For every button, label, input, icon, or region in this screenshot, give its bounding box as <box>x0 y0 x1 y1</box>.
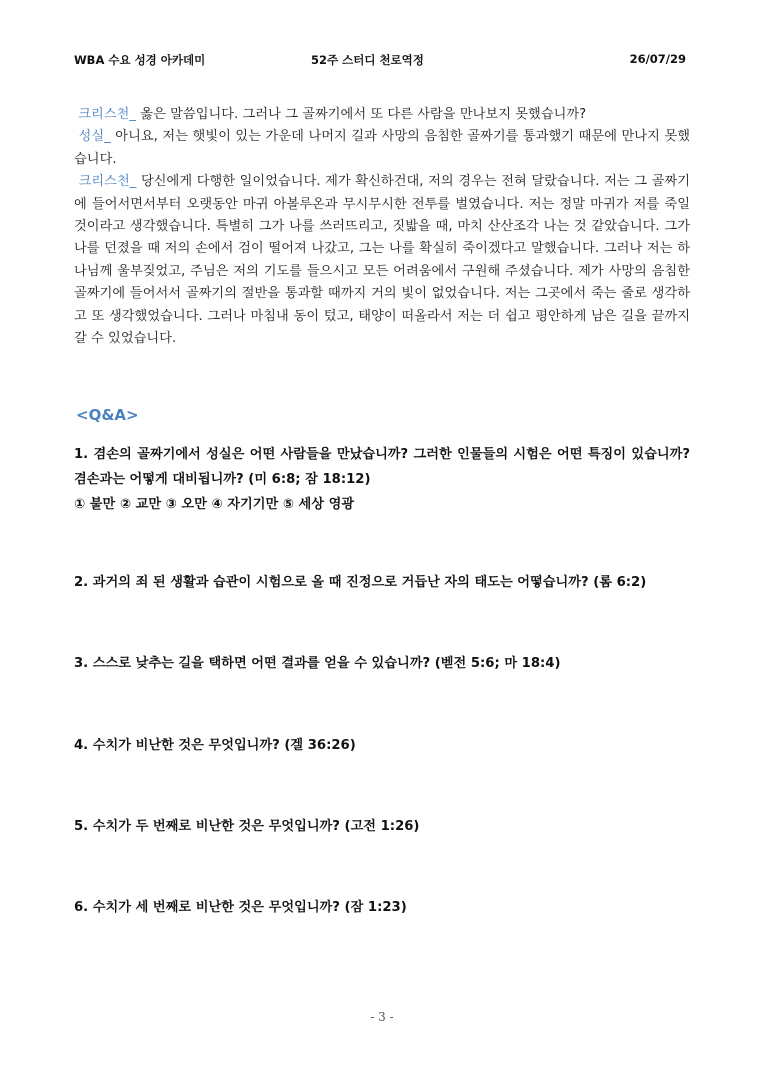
question-text: 3. 스스로 낮추는 길을 택하면 어떤 결과를 얻을 수 있습니까? (벧전 5:6; 마 18:4) <box>74 656 561 671</box>
question-3 <box>74 651 690 676</box>
question-4 <box>74 733 690 758</box>
dialogue-paragraph <box>74 171 690 350</box>
question-2 <box>74 570 690 595</box>
qa-section-title: <Q&A> <box>76 406 139 424</box>
question-text: 2. 과거의 죄 된 생활과 습관이 시험으로 올 때 진정으로 거듭난 자의 태도는 어떻습니까? (롬 6:2) <box>74 575 647 590</box>
dialogue-section <box>74 104 690 350</box>
question-text: 4. 수치가 비난한 것은 무엇입니까? (겔 36:26) <box>74 738 356 753</box>
question-1 <box>74 442 690 517</box>
page-number: - 3 - <box>370 1010 394 1024</box>
question-5 <box>74 814 690 839</box>
dialogue-text: 아니요, 저는 햇빛이 있는 가운데 나머지 길과 사망의 음침한 골짜기를 통과했기 때문에 만나지 못했습니다. <box>74 129 690 167</box>
question-text: 6. 수치가 세 번째로 비난한 것은 무엇입니까? (잠 1:23) <box>74 900 407 915</box>
dialogue-paragraph <box>74 126 690 171</box>
question-6 <box>74 895 690 920</box>
page-header <box>74 52 686 72</box>
question-answer-options: ① 불만 ② 교만 ③ 오만 ④ 자기기만 ⑤ 세상 영광 <box>74 497 355 512</box>
header-academy-name: WBA 수요 성경 아카데미 <box>74 53 206 67</box>
speaker-label: 크리스천_ <box>78 174 137 190</box>
header-date: 26/07/29 <box>629 52 686 66</box>
question-text: 5. 수치가 두 번째로 비난한 것은 무엇입니까? (고전 1:26) <box>74 819 420 834</box>
dialogue-paragraph <box>74 104 690 126</box>
question-text: 1. 겸손의 골짜기에서 성실은 어떤 사람들을 만났습니까? 그러한 인물들의 시험은 어떤 특징이 있습니까? 겸손과는 어떻게 대비됩니까? (미 6:8; 잠 18:12) <box>74 447 690 487</box>
header-study-title: 52주 스터디 천로역정 <box>311 53 424 67</box>
speaker-label: 성실_ <box>78 129 111 145</box>
dialogue-text: 당신에게 다행한 일이었습니다. 제가 확신하건대, 저의 경우는 전혀 달랐습니다. 저는 그 골짜기에 들어서면서부터 오랫동안 마귀 아볼루온과 무시무시한 전투를 벌였습니다. 저는 정말 마귀가 저를 죽일 것이라고 생각했습니다. 특별히 그가 나를 쓰러뜨리고, 짓밟을 때, 마치 산산조각 나는 것 같았습니다. 그가 나를 던졌을 때 저의 손에서 검이 떨어져 나갔고, 그는 나를 확실히 죽이겠다고 말했습니다. 그러나 저는 하나님께 울부짖었고, 주님은 저의 기도를 들으시고 모든 어려움에서 구원해 주셨습니다. 제가 사망의 음침한 골짜기에 들어서서 골짜기의 절반을 통과할 때까지 거의 빛이 없었습니다. 저는 그곳에서 죽는 줄로 생각하고 또 생각했었습니다. 그러나 마침내 동이 텄고, 태양이 떠올라서 저는 더 쉽고 평안하게 남은 길을 끝까지 갈 수 있었습니다. <box>74 174 690 347</box>
speaker-label: 크리스천_ <box>78 107 137 122</box>
dialogue-text: 옳은 말씀입니다. 그러나 그 골짜기에서 또 다른 사람을 만나보지 못했습니까? <box>136 107 587 122</box>
